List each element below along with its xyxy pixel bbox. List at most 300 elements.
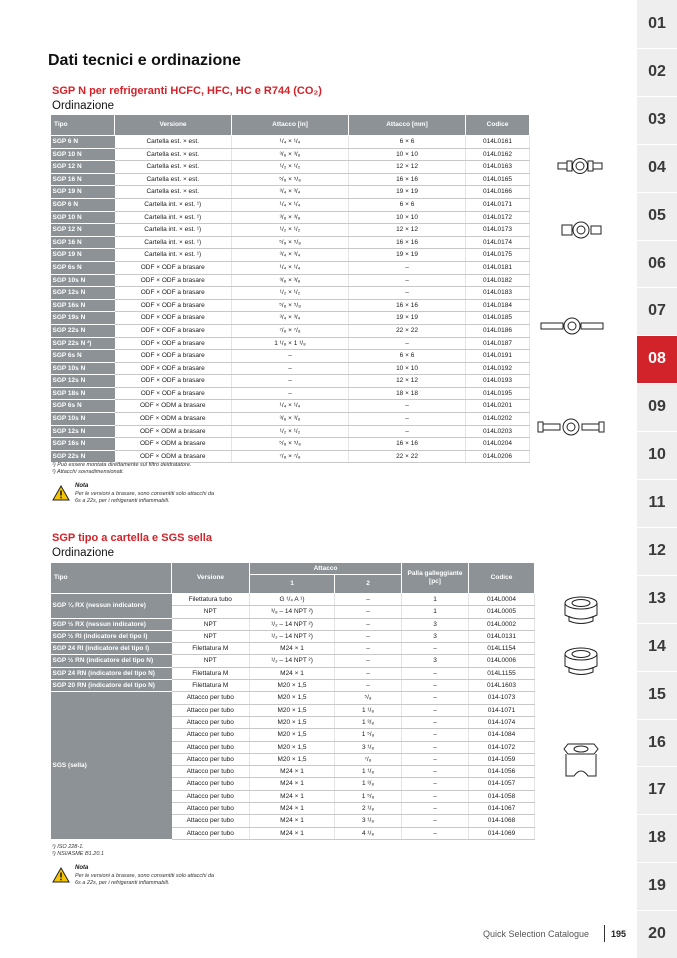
chapter-tab-13[interactable]: 13 — [648, 589, 666, 607]
cell-versione: Attacco per tubo — [172, 753, 250, 765]
cell-versione: Cartella est. × est. — [115, 173, 232, 186]
table-row — [51, 224, 530, 237]
cell-attacco-2: ⁷/₈ — [335, 753, 402, 765]
cell-versione: ODF × ODF a brasare — [115, 261, 232, 274]
chapter-separator — [637, 287, 677, 288]
chapter-tab-06[interactable]: 06 — [648, 254, 666, 272]
chapter-tab-07[interactable]: 07 — [648, 302, 666, 320]
cell-tipo: SGP 16 N — [51, 236, 115, 249]
cell-tipo: SGP 12s N — [51, 287, 115, 300]
cell-codice: 014L0175 — [466, 249, 530, 262]
cell-palla: – — [402, 692, 469, 704]
cell-attacco-in: ³/₄ × ³/₄ — [232, 312, 349, 325]
cell-versione: Filettatura M — [172, 643, 250, 655]
table-row — [51, 186, 530, 199]
cell-attacco-mm: – — [349, 274, 466, 287]
cell-palla: – — [402, 741, 469, 753]
chapter-tab-16[interactable]: 16 — [648, 733, 666, 751]
table-row — [51, 148, 530, 161]
cell-palla: – — [402, 815, 469, 827]
cell-codice: 014L0186 — [466, 324, 530, 337]
cell-palla: 3 — [402, 655, 469, 667]
cell-palla: – — [402, 729, 469, 741]
cell-palla: – — [402, 790, 469, 802]
cell-attacco-in: ⁵/₈ × ⁵/₈ — [232, 438, 349, 451]
cell-attacco-in: ¹/₂ × ¹/₂ — [232, 161, 349, 174]
cell-tipo: SGP 22s N — [51, 324, 115, 337]
cell-versione: NPT — [172, 618, 250, 630]
cell-versione: Filettatura tubo — [172, 594, 250, 606]
cell-versione: Attacco per tubo — [172, 729, 250, 741]
cell-attacco-in: – — [232, 387, 349, 400]
cell-attacco-mm: 22 × 22 — [349, 324, 466, 337]
cell-attacco-in: ¹/₄ × ¹/₄ — [232, 198, 349, 211]
page-number: 195 — [611, 929, 627, 939]
table-row — [51, 594, 535, 606]
table-row — [51, 173, 530, 186]
cell-attacco-mm: 10 × 10 — [349, 362, 466, 375]
chapter-separator — [637, 766, 677, 767]
cell-tipo: SGP 20 RN (indicatore del tipo N) — [51, 680, 172, 692]
cell-tipo: SGP 16 N — [51, 173, 115, 186]
cell-palla: 1 — [402, 606, 469, 618]
warning-icon — [52, 867, 70, 883]
table-row — [51, 400, 530, 413]
col-versione: Versione — [115, 115, 232, 136]
cell-versione: Filettatura M — [172, 667, 250, 679]
cell-codice: 014L0004 — [469, 594, 535, 606]
cell-attacco-1: M20 × 1,5 — [250, 716, 335, 728]
cell-codice: 014L0006 — [469, 655, 535, 667]
cell-versione: Filettatura M — [172, 680, 250, 692]
cell-tipo: SGP ½ RX (nessun indicatore) — [51, 618, 172, 630]
chapter-tab-04[interactable]: 04 — [648, 158, 666, 176]
cell-palla: – — [402, 716, 469, 728]
cell-versione: Attacco per tubo — [172, 741, 250, 753]
table-row — [51, 299, 530, 312]
cell-versione: Attacco per tubo — [172, 815, 250, 827]
col-codice: Codice — [466, 115, 530, 136]
cell-versione: ODF × ODF a brasare — [115, 312, 232, 325]
cell-versione: Attacco per tubo — [172, 704, 250, 716]
cell-palla: – — [402, 803, 469, 815]
col-tipo: Tipo — [51, 115, 115, 136]
cell-attacco-in: ¹/₄ × ¹/₄ — [232, 400, 349, 413]
cell-tipo: SGP 6 N — [51, 136, 115, 149]
cell-tipo: SGP ½ RI (indicatore del tipo I) — [51, 630, 172, 642]
chapter-tab-18[interactable]: 18 — [648, 829, 666, 847]
cell-attacco-in: – — [232, 362, 349, 375]
sight-glass-solder-illustration — [540, 317, 604, 335]
cell-codice: 014L0192 — [466, 362, 530, 375]
table-row — [51, 198, 530, 211]
cell-attacco-mm: 19 × 19 — [349, 186, 466, 199]
cell-attacco-in: ⁵/₈ × ⁵/₈ — [232, 236, 349, 249]
chapter-separator — [637, 383, 677, 384]
cell-attacco-in: ³/₈ × ³/₈ — [232, 148, 349, 161]
cell-versione: ODF × ODM a brasare — [115, 450, 232, 463]
cell-attacco-in: ³/₈ × ³/₈ — [232, 211, 349, 224]
chapter-separator — [637, 862, 677, 863]
cell-attacco-1: M20 × 1,5 — [250, 704, 335, 716]
col-palla: Palla galleggiante [pc] — [402, 563, 469, 594]
table-row — [51, 438, 530, 451]
cell-tipo: SGP 10s N — [51, 413, 115, 426]
cell-codice: 014L0193 — [466, 375, 530, 388]
cell-codice: 014-1056 — [469, 766, 535, 778]
chapter-tab-20[interactable]: 20 — [648, 925, 666, 943]
cell-tipo: SGP 12s N — [51, 425, 115, 438]
cell-codice: 014L0203 — [466, 425, 530, 438]
chapter-separator — [637, 479, 677, 480]
chapter-tab-10[interactable]: 10 — [648, 446, 666, 464]
cell-attacco-1: M24 × 1 — [250, 667, 335, 679]
cell-attacco-1: M24 × 1 — [250, 766, 335, 778]
cell-attacco-1: M20 × 1,5 — [250, 692, 335, 704]
table-row — [51, 136, 530, 149]
col-attacco: Attacco — [250, 563, 402, 575]
cell-tipo: SGP 22s N — [51, 450, 115, 463]
chapter-tab-01[interactable]: 01 — [648, 15, 666, 32]
section2-note — [52, 865, 222, 905]
cell-attacco-mm: – — [349, 400, 466, 413]
cell-versione: ODF × ODM a brasare — [115, 413, 232, 426]
cell-codice: 014L0171 — [466, 198, 530, 211]
cell-attacco-mm: 19 × 19 — [349, 312, 466, 325]
cell-versione: ODF × ODF a brasare — [115, 387, 232, 400]
cell-tipo: SGP 6 N — [51, 198, 115, 211]
cell-attacco-in: ¹/₂ × ¹/₂ — [232, 287, 349, 300]
chapter-tab-11[interactable]: 11 — [648, 494, 666, 511]
cell-attacco-2: 1 ¹/₈ — [335, 766, 402, 778]
cell-tipo: SGP 16s N — [51, 299, 115, 312]
cell-codice: 014L1155 — [469, 667, 535, 679]
cell-versione: NPT — [172, 606, 250, 618]
cell-attacco-2: 1 ³/₈ — [335, 716, 402, 728]
cell-attacco-in: ³/₈ × ³/₈ — [232, 274, 349, 287]
footer — [483, 929, 627, 939]
cell-attacco-2: – — [335, 655, 402, 667]
cell-tipo: SGP 10s N — [51, 274, 115, 287]
chapter-separator — [637, 719, 677, 720]
table-row — [51, 211, 530, 224]
cell-codice: 014L0185 — [466, 312, 530, 325]
cell-codice: 014L0182 — [466, 274, 530, 287]
cell-versione: ODF × ODM a brasare — [115, 425, 232, 438]
footnote: ¹) ISO 228-1. — [52, 844, 84, 850]
cell-attacco-mm: 6 × 6 — [349, 136, 466, 149]
cell-attacco-mm: 12 × 12 — [349, 161, 466, 174]
footnote: ²) NSI/ASME B1.20.1 — [52, 851, 104, 857]
cell-codice: 014-1073 — [469, 692, 535, 704]
col-attacco-1: 1 — [250, 575, 335, 594]
cell-palla: – — [402, 766, 469, 778]
table-row — [51, 425, 530, 438]
cell-attacco-2: 1 ³/₈ — [335, 778, 402, 790]
col-codice: Codice — [469, 563, 535, 594]
cell-codice: 014L0174 — [466, 236, 530, 249]
cell-versione: ODF × ODM a brasare — [115, 400, 232, 413]
table-row — [51, 350, 530, 363]
chapter-separator — [637, 48, 677, 49]
cell-codice: 014L0191 — [466, 350, 530, 363]
chapter-tab-17[interactable]: 17 — [648, 781, 666, 799]
cell-tipo: SGP 19s N — [51, 312, 115, 325]
cell-attacco-mm: 22 × 22 — [349, 450, 466, 463]
cell-attacco-2: 1 ⁵/₈ — [335, 729, 402, 741]
note-title: Nota — [75, 483, 89, 489]
col-tipo: Tipo — [51, 563, 172, 594]
cell-codice: 014L0187 — [466, 337, 530, 350]
cell-attacco-2: – — [335, 667, 402, 679]
cell-attacco-2: 2 ¹/₈ — [335, 803, 402, 815]
sgs-saddle-illustration — [562, 742, 600, 778]
cell-attacco-2: 3 ¹/₈ — [335, 741, 402, 753]
table-row — [51, 249, 530, 262]
cell-versione: ODF × ODF a brasare — [115, 362, 232, 375]
cell-tipo: SGP 10 N — [51, 148, 115, 161]
table-row — [51, 667, 535, 679]
cell-codice: 014L0206 — [466, 450, 530, 463]
chapter-tab-02[interactable]: 02 — [648, 62, 666, 80]
cell-codice: 014L0002 — [469, 618, 535, 630]
cell-codice: 014L0201 — [466, 400, 530, 413]
cell-versione: Cartella int. × est. ¹) — [115, 236, 232, 249]
section2-title: SGP tipo a cartella e SGS sella — [52, 532, 212, 544]
chapter-separator — [637, 144, 677, 145]
cell-codice: 014L0131 — [469, 630, 535, 642]
cell-versione: Cartella int. × est. ¹) — [115, 249, 232, 262]
cell-codice: 014-1057 — [469, 778, 535, 790]
chapter-separator — [637, 240, 677, 241]
table-row — [51, 692, 535, 704]
table-row — [51, 680, 535, 692]
table-row — [51, 324, 530, 337]
cell-versione: Attacco per tubo — [172, 778, 250, 790]
cell-versione: Attacco per tubo — [172, 692, 250, 704]
cell-attacco-2: 1 ¹/₈ — [335, 704, 402, 716]
sgp-rn-illustration — [563, 645, 599, 677]
cell-attacco-2: 4 ¹/₈ — [335, 827, 402, 839]
chapter-tab-08[interactable]: 08 — [637, 335, 677, 383]
cell-versione: Cartella int. × est. ¹) — [115, 211, 232, 224]
col-versione: Versione — [172, 563, 250, 594]
chapter-separator — [637, 623, 677, 624]
cell-attacco-1: M20 × 1,5 — [250, 753, 335, 765]
cell-codice: 014-1072 — [469, 741, 535, 753]
cell-attacco-2: ⁵/₈ — [335, 692, 402, 704]
cell-attacco-2: – — [335, 643, 402, 655]
chapter-tab-14[interactable]: 14 — [648, 637, 666, 655]
table-row — [51, 274, 530, 287]
chapter-separator — [637, 910, 677, 911]
table-row — [51, 643, 535, 655]
cell-attacco-1: G ¹/₄ A ¹) — [250, 594, 335, 606]
cell-versione: Cartella est. × est. — [115, 161, 232, 174]
cell-codice: 014-1074 — [469, 716, 535, 728]
cell-palla: 3 — [402, 618, 469, 630]
cell-attacco-2: 1 ⁵/₈ — [335, 790, 402, 802]
cell-tipo: SGP 6s N — [51, 261, 115, 274]
chapter-tab-12[interactable]: 12 — [648, 541, 666, 559]
cell-codice: 014L0162 — [466, 148, 530, 161]
cell-attacco-in: ⁷/₈ × ⁷/₈ — [232, 450, 349, 463]
cell-attacco-2: 3 ¹/₈ — [335, 815, 402, 827]
cell-attacco-mm: 16 × 16 — [349, 236, 466, 249]
cell-attacco-1: M24 × 1 — [250, 815, 335, 827]
cell-codice: 014-1071 — [469, 704, 535, 716]
cell-codice: 014L0172 — [466, 211, 530, 224]
cell-versione: ODF × ODF a brasare — [115, 375, 232, 388]
chapter-separator — [637, 527, 677, 528]
cell-attacco-mm: 16 × 16 — [349, 173, 466, 186]
cell-palla: – — [402, 680, 469, 692]
cell-attacco-mm: 12 × 12 — [349, 224, 466, 237]
cell-attacco-mm: – — [349, 337, 466, 350]
note-text: Per le versioni a brasare, sono consentiti solo attacchi da 6s a 22s, per i refrigeranti infiammabili. — [75, 491, 215, 504]
cell-attacco-in: ¹/₂ × ¹/₂ — [232, 224, 349, 237]
cell-versione: NPT — [172, 630, 250, 642]
table-row — [51, 618, 535, 630]
cell-versione: ODF × ODM a brasare — [115, 438, 232, 451]
cell-attacco-mm: – — [349, 261, 466, 274]
sgp-sgs-table — [50, 562, 535, 840]
cell-attacco-in: ⁵/₈ × ⁵/₈ — [232, 173, 349, 186]
section1-footnotes — [52, 462, 191, 476]
cell-codice: 014L0163 — [466, 161, 530, 174]
cell-codice: 014-1058 — [469, 790, 535, 802]
cell-attacco-in: – — [232, 375, 349, 388]
table-row — [51, 655, 535, 667]
cell-attacco-mm: – — [349, 413, 466, 426]
note-title: Nota — [75, 865, 89, 871]
cell-versione: ODF × ODF a brasare — [115, 274, 232, 287]
section2-footnotes — [52, 844, 104, 858]
cell-palla: – — [402, 704, 469, 716]
cell-attacco-2: – — [335, 630, 402, 642]
col-attacco-in: Attacco [in] — [232, 115, 349, 136]
cell-palla: – — [402, 667, 469, 679]
chapter-tab-03[interactable]: 03 — [648, 110, 666, 128]
cell-codice: 014L0204 — [466, 438, 530, 451]
table-row — [51, 413, 530, 426]
cell-palla: 3 — [402, 630, 469, 642]
cell-codice: 014-1069 — [469, 827, 535, 839]
cell-attacco-mm: – — [349, 425, 466, 438]
cell-codice: 014L0184 — [466, 299, 530, 312]
cell-palla: 1 — [402, 594, 469, 606]
sight-glass-odm-illustration — [537, 418, 605, 436]
cell-versione: ODF × ODF a brasare — [115, 299, 232, 312]
cell-codice: 014L0195 — [466, 387, 530, 400]
col-attacco-mm: Attacco [mm] — [349, 115, 466, 136]
cell-tipo: SGP 19 N — [51, 249, 115, 262]
cell-tipo: SGP 19 N — [51, 186, 115, 199]
cell-attacco-in: ¹/₂ × ¹/₂ — [232, 425, 349, 438]
cell-palla: – — [402, 753, 469, 765]
chapter-tab-09[interactable]: 09 — [648, 398, 666, 416]
sgp-n-table — [50, 114, 530, 463]
cell-tipo: SGP 12 N — [51, 161, 115, 174]
cell-codice: 014L1154 — [469, 643, 535, 655]
cell-versione: Cartella int. × est. ¹) — [115, 224, 232, 237]
chapter-tab-19[interactable]: 19 — [648, 877, 666, 895]
cell-versione: Cartella est. × est. — [115, 186, 232, 199]
chapter-separator — [637, 431, 677, 432]
section1-note — [52, 483, 222, 523]
table-row — [51, 287, 530, 300]
cell-codice: 014L0173 — [466, 224, 530, 237]
table-row — [51, 261, 530, 274]
table-row — [51, 375, 530, 388]
cell-attacco-1: M24 × 1 — [250, 790, 335, 802]
cell-attacco-mm: 10 × 10 — [349, 211, 466, 224]
chapter-tab-15[interactable]: 15 — [648, 685, 666, 703]
cell-attacco-mm: 6 × 6 — [349, 350, 466, 363]
cell-attacco-2: – — [335, 680, 402, 692]
cell-versione: Attacco per tubo — [172, 827, 250, 839]
cell-codice: 014-1067 — [469, 803, 535, 815]
cell-tipo: SGP ¼ RX (nessun indicatore) — [51, 594, 172, 619]
cell-attacco-1: M20 × 1,5 — [250, 680, 335, 692]
cell-codice: 014L0181 — [466, 261, 530, 274]
cell-codice: 014-1059 — [469, 753, 535, 765]
cell-attacco-2: – — [335, 594, 402, 606]
cell-tipo: SGP 22s N ²) — [51, 337, 115, 350]
cell-tipo: SGP 6s N — [51, 400, 115, 413]
cell-attacco-mm: 10 × 10 — [349, 148, 466, 161]
chapter-separator — [637, 814, 677, 815]
chapter-tab-05[interactable]: 05 — [648, 206, 666, 224]
col-attacco-2: 2 — [335, 575, 402, 594]
cell-versione: Cartella int. × est. ¹) — [115, 198, 232, 211]
cell-tipo: SGP 6s N — [51, 350, 115, 363]
cell-codice: 014L0165 — [466, 173, 530, 186]
cell-tipo: SGP 12s N — [51, 375, 115, 388]
cell-attacco-mm: 16 × 16 — [349, 438, 466, 451]
chapter-separator — [637, 335, 677, 336]
cell-attacco-2: – — [335, 606, 402, 618]
cell-tipo: SGP 16s N — [51, 438, 115, 451]
section1-title: SGP N per refrigeranti HCFC, HFC, HC e R744 (CO₂) — [52, 85, 322, 97]
cell-attacco-in: ⁵/₈ × ⁵/₈ — [232, 299, 349, 312]
cell-tipo: SGS (sella) — [51, 692, 172, 840]
cell-versione: ODF × ODF a brasare — [115, 350, 232, 363]
table-row — [51, 312, 530, 325]
cell-attacco-in: ³/₄ × ³/₄ — [232, 186, 349, 199]
cell-palla: – — [402, 643, 469, 655]
cell-versione: Attacco per tubo — [172, 716, 250, 728]
cell-versione: ODF × ODF a brasare — [115, 287, 232, 300]
cell-tipo: SGP 24 RN (indicatore del tipo N) — [51, 667, 172, 679]
cell-attacco-mm: – — [349, 287, 466, 300]
cell-attacco-1: M24 × 1 — [250, 803, 335, 815]
table-row — [51, 161, 530, 174]
cell-attacco-in: ³/₄ × ³/₄ — [232, 249, 349, 262]
cell-tipo: SGP 24 RI (indicatore del tipo I) — [51, 643, 172, 655]
cell-codice: 014L1603 — [469, 680, 535, 692]
chapter-separator — [637, 192, 677, 193]
chapter-separator — [637, 671, 677, 672]
cell-attacco-1: ³/₈ – 14 NPT ²) — [250, 606, 335, 618]
chapter-separator — [637, 96, 677, 97]
cell-attacco-1: ¹/₂ – 14 NPT ²) — [250, 618, 335, 630]
cell-attacco-mm: 6 × 6 — [349, 198, 466, 211]
cell-codice: 014L0161 — [466, 136, 530, 149]
table-row — [51, 387, 530, 400]
cell-palla: – — [402, 827, 469, 839]
cell-tipo: SGP ½ RN (indicatore del tipo N) — [51, 655, 172, 667]
